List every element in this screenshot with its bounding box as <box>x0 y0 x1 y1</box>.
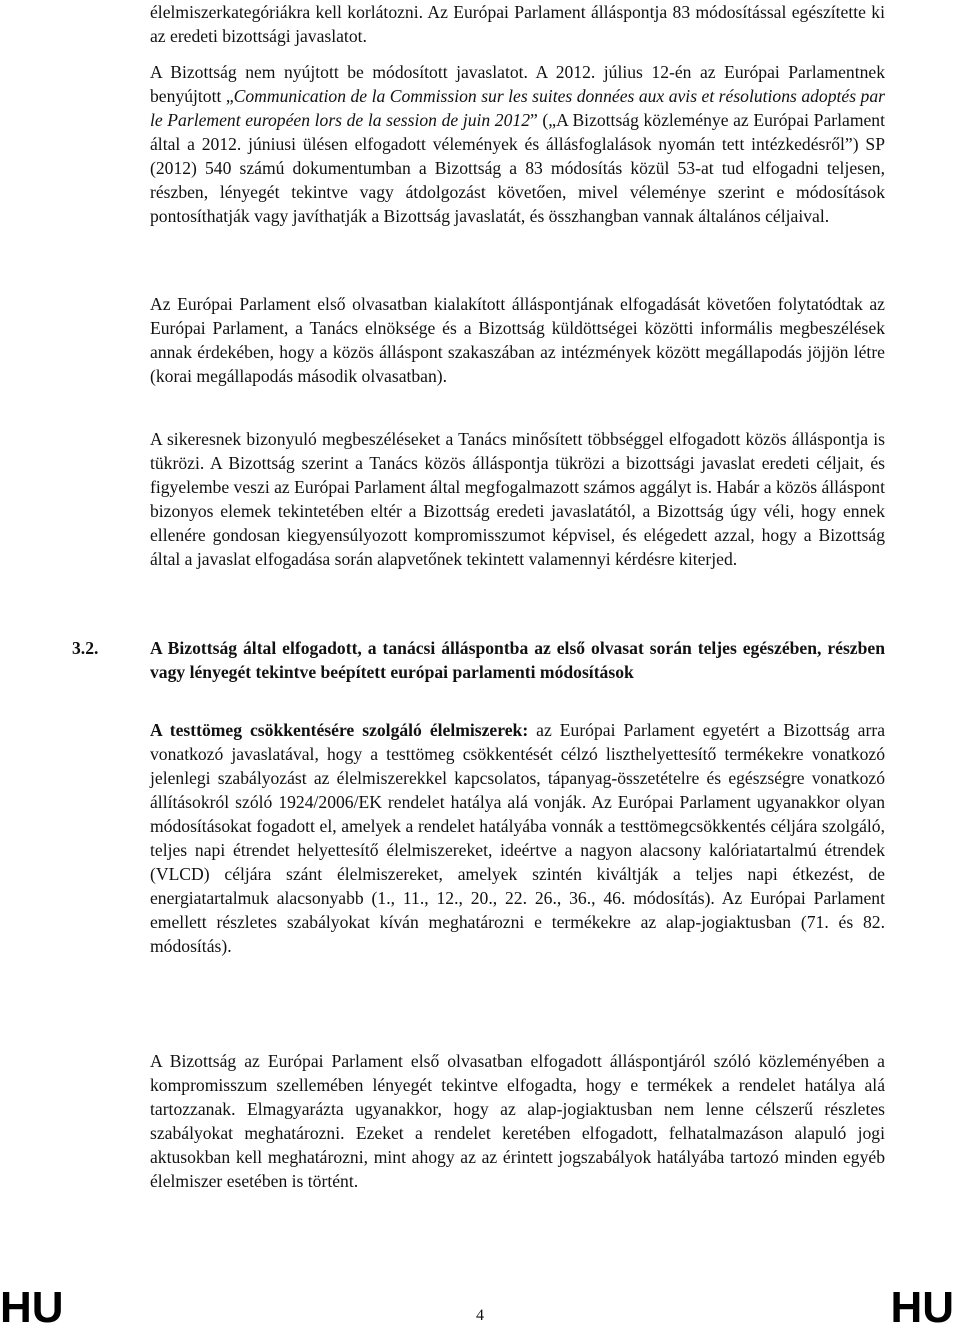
section-number: 3.2. <box>72 638 99 658</box>
paragraph-weight-reduction-foods <box>150 718 885 958</box>
section-title: A Bizottság által elfogadott, a tanácsi álláspontba az első olvasat során teljes egészében, részben vagy lényegét tekintve beépített európai parlamenti módosítások <box>150 638 885 682</box>
paragraph-council-position: A sikeresnek bizonyuló megbeszéléseket a Tanács minősített többséggel elfogadott közös álláspontja is tükrözi. A Bizottság szerint a Tanács közös álláspontja tükrözi a bizottsági javaslat eredeti céljait, és figyelembe veszi az Európai Parlament által megfogalmazott számos aggályt is. Habár a közös álláspont bizonyos elemek tekintetében eltér a Bizottság eredeti javaslatától, a Bizottság úgy véli, hogy ennek ellenére gondosan kiegyensúlyozott kompromisszumot képvisel, és elégedett azzal, hogy a Bizottság által a javaslat elfogadása során alapvetőnek tekintett valamennyi kérdésre kiterjed. <box>150 429 885 569</box>
paragraph-text: ” („A Bizottság közleménye az Európai Parlament által a 2012. júniusi ülésen elfogadott vélemények és állásfoglalások nyomán tett intézkedésről”) SP (2012) 540 számú dokumentumban a Bizottság a 83 módosítás közül 53-at tud elfogadni teljesen, részben, lényegét tekintve vagy átdolgozást követően, mivel véleménye szerint e módosítások pontosíthatják vagy javíthatják a Bizottság javaslatát, és összhangban vannak általános céljaival. <box>150 110 885 226</box>
paragraph-text: az Európai Parlament egyetért a Bizottság arra vonatkozó javaslatával, hogy a testtömeg csökkentését célzó liszthelyettesítő termékekre vonatkozó jelenlegi szabályozást az élelmiszerekkel kapcsolatos, tápanyag-összetételre és egészségre vonatkozó állításokról szóló 1924/2006/EK rendelet hatálya alá vonják. Az Európai Parlament ugyanakkor olyan módosításokat fogadott el, amelyek a rendelet hatályába vonnák a testtömegcsökkentés céljára szolgáló, teljes napi étrendet helyettesítő élelmiszereket, ideértve a nagyon alacsony kalóriatartalmú étrendek (VLCD) céljára szánt élelmiszereket, amelyek szintén kiváltják a teljes napi étkezést, de energiatartalmuk alacsonyabb (1., 11., 12., 20., 22. 26., 36., 46. módosítás). Az Európai Parlament emellett részletes szabályokat kíván meghatározni e termékekre az alap-jogiaktusban (71. és 82. módosítás). <box>150 720 886 956</box>
paragraph-commission-communication <box>150 60 885 228</box>
paragraph-informal-discussions: Az Európai Parlament első olvasatban kialakított álláspontjának elfogadását követően folytatódtak az Európai Parlament, a Tanács elnöksége és a Bizottság küldöttségei közötti informális megbeszélések annak érdekében, hogy a közös álláspont szakaszában az intézmények között megállapodás jöjjön létre (korai megállapodás második olvasatban). <box>150 294 885 386</box>
paragraph-text: A Bizottság nem nyújtott be módosított javaslatot. A 2012. július 12-én az Európai Parlamentnek benyújtott „ <box>150 62 885 106</box>
footer-language-code-right: HU <box>890 1283 954 1332</box>
footer-language-code-left: HU <box>0 1283 64 1332</box>
paragraph-lead: A testtömeg csökkentésére szolgáló élelmiszerek: <box>150 720 529 740</box>
paragraph-commission-acceptance: A Bizottság az Európai Parlament első olvasatban elfogadott álláspontjáról szóló közleményében a kompromisszum szellemében lényegét tekintve elfogadta, hogy e termékek a rendelet hatálya alá tartozzanak. Elmagyarázta ugyanakkor, hogy az alap-jogiaktusban nem lenne célszerű részletes szabályokat meghatározni. Ezeket a rendelet keretében elfogadott, felhatalmazáson alapuló jogi aktusokban kell meghatározni, mint ahogy az az érintett jogszabályok hatályába tartozó minden egyéb élelmiszer esetében is történt. <box>150 1051 885 1191</box>
paragraph-intro: élelmiszerkategóriákra kell korlátozni. Az Európai Parlament álláspontja 83 módosítással egészítette ki az eredeti bizottsági javaslatot. <box>150 2 885 46</box>
page-number: 4 <box>476 1307 484 1324</box>
communication-title: Communication de la Commission sur les suites données aux avis et résolutions adoptés par le Parlement européen lors de la session de juin 2012 <box>150 86 885 130</box>
